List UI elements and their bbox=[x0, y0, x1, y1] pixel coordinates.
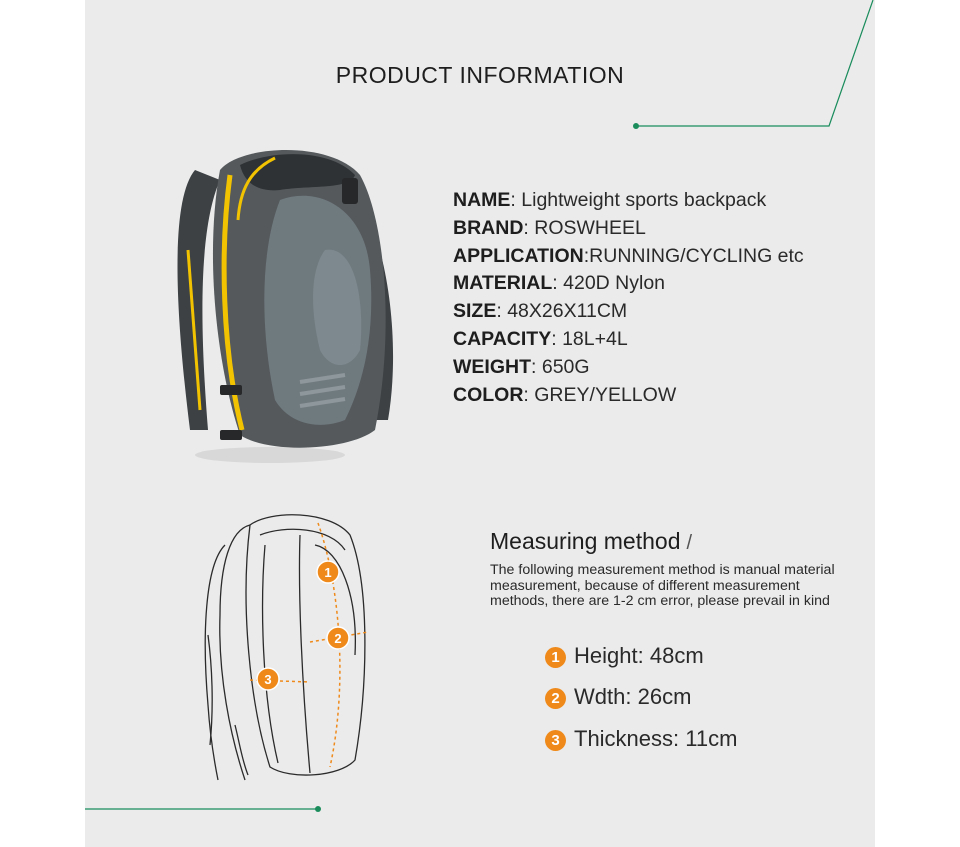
spec-row-color: COLOR: GREY/YELLOW bbox=[453, 383, 677, 406]
number-3-icon: 3 bbox=[545, 730, 566, 751]
backpack-measurement-diagram bbox=[190, 505, 390, 790]
spec-row-capacity: CAPACITY: 18L+4L bbox=[453, 327, 628, 350]
measure-height: 1 Height: 48cm bbox=[545, 642, 704, 670]
spec-row-size: SIZE: 48X26X11CM bbox=[453, 300, 628, 323]
spec-row-brand: BRAND: ROSWHEEL bbox=[453, 216, 646, 239]
number-1-icon: 1 bbox=[545, 647, 566, 668]
spec-list bbox=[453, 187, 804, 409]
diagram-marker-height: 1 bbox=[324, 565, 332, 580]
spec-row-weight: WEIGHT: 650G bbox=[453, 355, 590, 378]
bottom-accent-dot bbox=[315, 806, 321, 812]
spec-row-application: APPLICATION:RUNNING/CYCLING etc bbox=[453, 244, 804, 267]
diagram-marker-thickness: 3 bbox=[264, 672, 272, 687]
diagram-marker-width: 2 bbox=[334, 631, 342, 646]
spec-row-material: MATERIAL: 420D Nylon bbox=[453, 272, 666, 295]
spec-row-name: NAME: Lightweight sports backpack bbox=[453, 189, 767, 211]
title-slash: / bbox=[686, 532, 693, 554]
measure-thickness: 3 Thickness: 11cm bbox=[545, 725, 737, 753]
backpack-product-image bbox=[160, 130, 420, 470]
top-accent-dot bbox=[633, 123, 639, 129]
measuring-method-title: Measuring method / bbox=[490, 528, 693, 554]
measuring-description: The following measurement method is manual material measurement, because of different measurement methods, there are 1-2 cm error, please prevail in kind bbox=[490, 562, 835, 610]
number-2-icon: 2 bbox=[545, 688, 566, 709]
measure-width: 2 Wdth: 26cm bbox=[545, 683, 691, 711]
page-title: PRODUCT INFORMATION bbox=[335, 62, 625, 88]
